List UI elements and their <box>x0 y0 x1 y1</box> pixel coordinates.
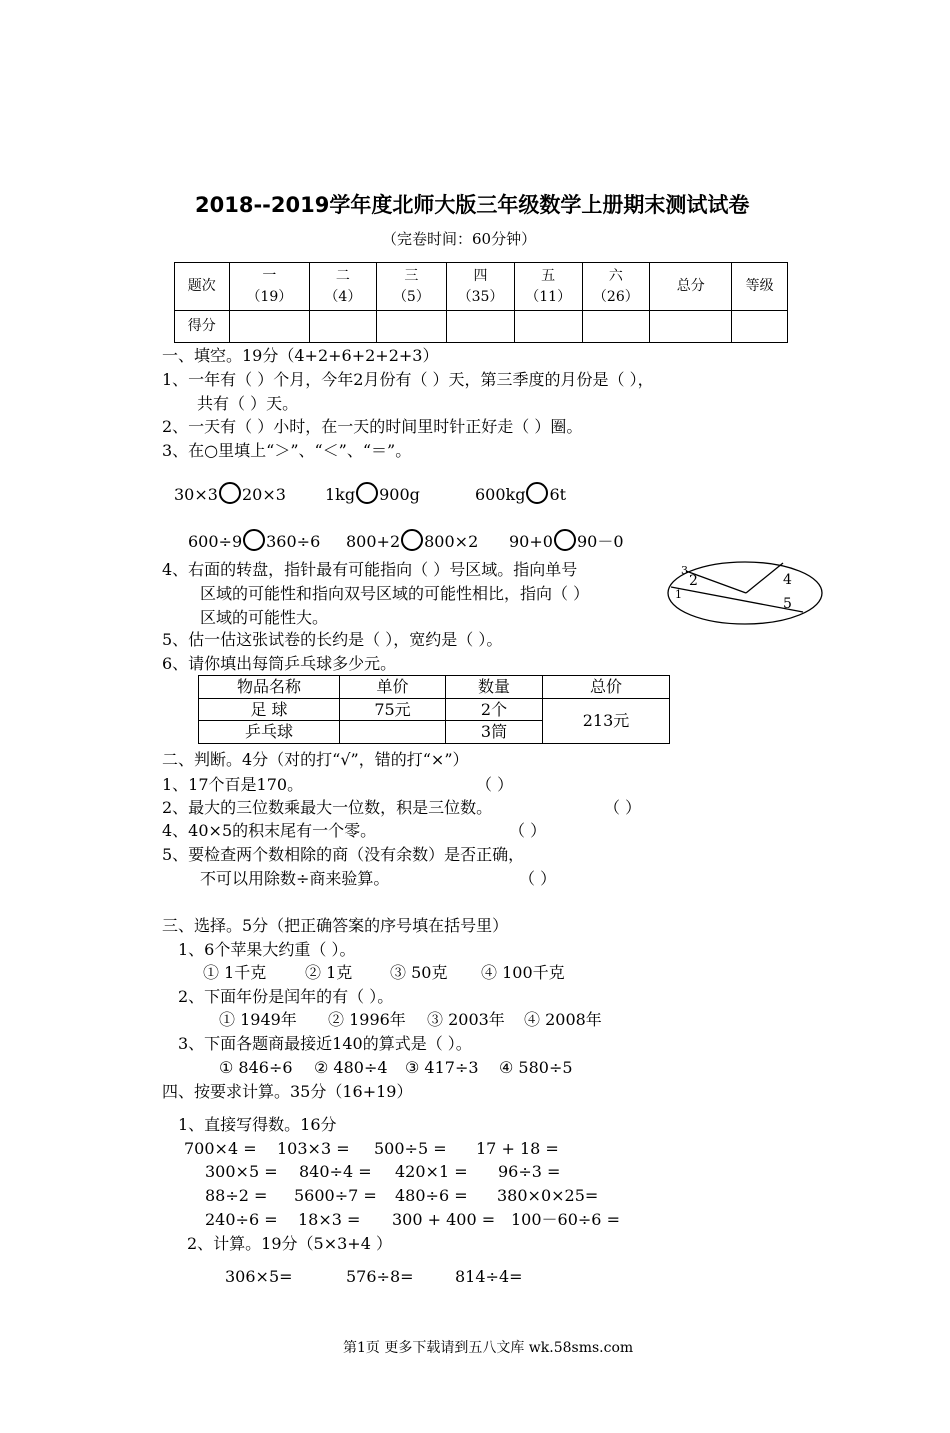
judge-item: 1、17个百是170。 <box>162 775 304 794</box>
score-header-cell: 题次 <box>175 263 230 311</box>
compare-circle[interactable] <box>401 529 423 551</box>
choice-option[interactable]: ② 480÷4 <box>314 1058 388 1077</box>
question-1-2: 2、一天有（ ）小时，在一天的时间里时针正好走（ ）圈。 <box>162 417 583 436</box>
calc-problem: 576÷8= <box>346 1267 414 1286</box>
choice-option[interactable]: ④ 2008年 <box>524 1010 602 1029</box>
section2-heading: 二、判断。4分（对的打“√”，错的打“×”） <box>162 750 469 769</box>
spinner-label: 4 <box>783 572 792 588</box>
price-table <box>198 675 670 744</box>
price-header: 单价 <box>340 676 446 699</box>
choice-option[interactable]: ① 1949年 <box>219 1010 297 1029</box>
mental-math: 240÷6 = <box>205 1210 278 1229</box>
score-cell[interactable] <box>447 311 515 343</box>
question-1-1: 1、一年有（ ）个月，今年2月份有（ ）天，第三季度的月份是（ ）， <box>162 370 654 389</box>
choice-option[interactable]: ② 1996年 <box>328 1010 406 1029</box>
compare-item: 90+0 90－0 <box>509 529 624 551</box>
judge-item: 5、要检查两个数相除的商（没有余数）是否正确， <box>162 845 525 864</box>
choice-option[interactable]: ④ 100千克 <box>481 963 565 982</box>
score-header-cell: 一 （19） <box>229 263 309 311</box>
section3-heading: 三、选择。5分（把正确答案的序号填在括号里） <box>162 916 509 935</box>
judge-paren[interactable]: （ ） <box>604 798 642 817</box>
item-price: 75元 <box>340 698 446 721</box>
compare-circle[interactable] <box>219 482 241 504</box>
mental-math: 18×3 = <box>298 1210 361 1229</box>
question-1-4-cont: 区域的可能性和指向双号区域的可能性相比，指向（ ） <box>200 584 590 603</box>
score-header-cell: 二 （4） <box>310 263 377 311</box>
judge-item: 2、最大的三位数乘最大一位数，积是三位数。 <box>162 798 493 817</box>
score-cell[interactable] <box>310 311 377 343</box>
score-cell[interactable] <box>229 311 309 343</box>
question-1-3: 3、在○里填上“＞”、“＜”、“＝”。 <box>162 441 412 460</box>
mental-math: 300 + 400 = <box>392 1210 496 1229</box>
score-table <box>174 262 788 343</box>
score-header-cell: 总分 <box>650 263 732 311</box>
mental-math: 96÷3 = <box>498 1162 561 1181</box>
score-header-cell: 五 （11） <box>514 263 582 311</box>
compare-circle[interactable] <box>356 482 378 504</box>
choice-question: 3、下面各题商最接近140的算式是（ ）。 <box>178 1034 472 1053</box>
spinner-label: 3 <box>681 564 688 577</box>
price-header: 物品名称 <box>199 676 340 699</box>
score-cell[interactable] <box>650 311 732 343</box>
item-qty: 2个 <box>446 698 543 721</box>
calc-problem: 814÷4= <box>455 1267 523 1286</box>
choice-question: 1、6个苹果大约重（ ）。 <box>178 940 356 959</box>
choice-option[interactable]: ② 1克 <box>305 963 353 982</box>
item-name: 乒乓球 <box>199 721 340 744</box>
score-cell[interactable] <box>376 311 447 343</box>
mental-math: 300×5 = <box>205 1162 278 1181</box>
choice-option[interactable]: ① 846÷6 <box>219 1058 293 1077</box>
item-name: 足 球 <box>199 698 340 721</box>
item-price-blank[interactable] <box>340 721 446 744</box>
item-total: 213元 <box>543 698 670 743</box>
compare-circle[interactable] <box>243 529 265 551</box>
mental-math: 103×3 = <box>277 1139 350 1158</box>
compare-circle[interactable] <box>526 482 548 504</box>
choice-question: 2、下面年份是闰年的有（ ）。 <box>178 987 394 1006</box>
compare-circle[interactable] <box>554 529 576 551</box>
score-cell[interactable] <box>514 311 582 343</box>
question-1-1-cont: 共有（ ）天。 <box>197 394 299 413</box>
compare-item: 800+2 800×2 <box>346 529 478 551</box>
mental-math: 420×1 = <box>395 1162 468 1181</box>
compare-item: 600kg 6t <box>475 482 566 504</box>
compare-item: 600÷9 360÷6 <box>188 529 320 551</box>
score-header-cell: 三 （5） <box>376 263 447 311</box>
page-footer: 第1页 更多下载请到五八文库 wk.58sms.com <box>343 1340 634 1356</box>
price-header: 数量 <box>446 676 543 699</box>
judge-item: 不可以用除数÷商来验算。 <box>200 869 390 888</box>
judge-paren[interactable]: （ ） <box>476 775 514 794</box>
price-header: 总价 <box>543 676 670 699</box>
mental-math: 840÷4 = <box>299 1162 372 1181</box>
page-title: 2018--2019学年度北师大版三年级数学上册期末测试试卷 <box>195 193 750 217</box>
calc-problem: 306×5= <box>225 1267 293 1286</box>
section4-heading: 四、按要求计算。35分（16+19） <box>162 1082 413 1101</box>
score-header-cell: 六 （26） <box>582 263 650 311</box>
mental-math: 100－60÷6 = <box>511 1210 620 1229</box>
mental-math: 17 + 18 = <box>476 1139 559 1158</box>
choice-option[interactable]: ③ 417÷3 <box>405 1058 479 1077</box>
mental-math: 5600÷7 = <box>294 1186 377 1205</box>
section1-heading: 一、填空。19分（4+2+6+2+2+3） <box>162 346 439 365</box>
judge-paren[interactable]: （ ） <box>519 869 557 888</box>
score-header-cell: 等级 <box>732 263 788 311</box>
sub-heading: 2、计算。19分（5×3+4 ） <box>187 1234 392 1253</box>
exam-time: （完卷时间：60分钟） <box>382 230 537 248</box>
score-cell[interactable] <box>732 311 788 343</box>
question-1-4-cont2: 区域的可能性大。 <box>200 608 329 627</box>
item-qty: 3筒 <box>446 721 543 744</box>
spinner-label: 1 <box>675 588 682 601</box>
judge-item: 4、40×5的积末尾有一个零。 <box>162 821 377 840</box>
compare-item: 30×3 20×3 <box>174 482 286 504</box>
judge-paren[interactable]: （ ） <box>509 821 547 840</box>
spinner-divider <box>746 563 783 593</box>
question-1-6: 6、请你填出每筒乒乓球多少元。 <box>162 654 397 673</box>
question-1-5: 5、估一估这张试卷的长约是（ ），宽约是（ ）。 <box>162 630 503 649</box>
choice-option[interactable]: ① 1千克 <box>203 963 267 982</box>
mental-math: 88÷2 = <box>205 1186 268 1205</box>
question-1-4: 4、右面的转盘，指针最有可能指向（ ）号区域。指向单号 <box>162 560 578 579</box>
score-row-label: 得分 <box>175 311 230 343</box>
mental-math: 380×0×25= <box>497 1186 599 1205</box>
spinner-label: 2 <box>689 573 698 589</box>
mental-math: 500÷5 = <box>374 1139 447 1158</box>
score-header-cell: 四 （35） <box>447 263 515 311</box>
choice-option[interactable]: ③ 2003年 <box>427 1010 505 1029</box>
spinner-diagram <box>665 558 825 628</box>
choice-option[interactable]: ④ 580÷5 <box>499 1058 573 1077</box>
compare-item: 1kg 900g <box>325 482 420 504</box>
mental-math: 480÷6 = <box>395 1186 468 1205</box>
sub-heading: 1、直接写得数。16分 <box>178 1115 337 1134</box>
choice-option[interactable]: ③ 50克 <box>390 963 448 982</box>
spinner-label: 5 <box>783 596 792 612</box>
mental-math: 700×4 = <box>184 1139 257 1158</box>
score-cell[interactable] <box>582 311 650 343</box>
